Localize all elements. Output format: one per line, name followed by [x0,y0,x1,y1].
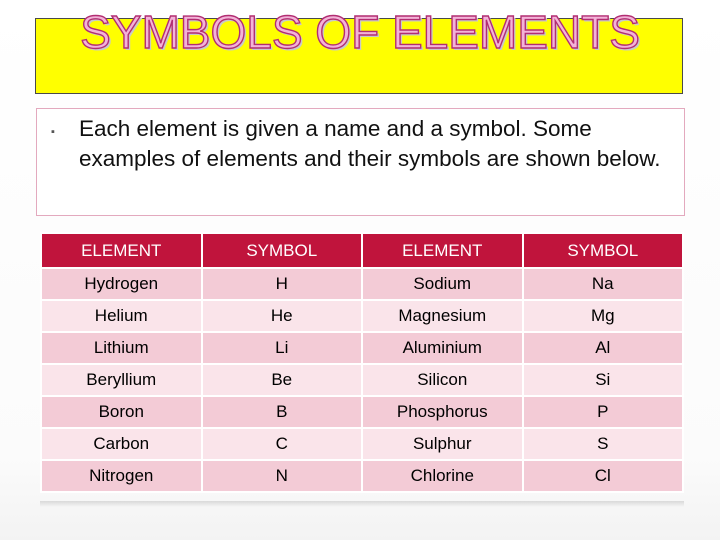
header-element-1: ELEMENT [41,233,202,268]
table-cell: Carbon [41,428,202,460]
table-row [41,268,683,300]
table-row [41,396,683,428]
table-cell: Phosphorus [362,396,523,428]
table-cell: Silicon [362,364,523,396]
table-cell: Cl [523,460,684,492]
table-row [41,364,683,396]
table-cell: Lithium [41,332,202,364]
table-cell: Chlorine [362,460,523,492]
body-text-box [36,108,685,216]
table-cell: Si [523,364,684,396]
table-cell: S [523,428,684,460]
table-cell: C [202,428,363,460]
header-symbol-2: SYMBOL [523,233,684,268]
table-cell: H [202,268,363,300]
table-shadow [40,501,684,507]
table-row [41,428,683,460]
table-row [41,460,683,492]
table-cell: He [202,300,363,332]
table-row [41,300,683,332]
table-cell: Na [523,268,684,300]
table-cell: Sodium [362,268,523,300]
table-cell: Be [202,364,363,396]
body-paragraph: Each element is given a name and a symbol. Some examples of elements and their symbols are shown below. [79,116,661,171]
bullet-icon: ▪ [51,126,55,138]
table-cell: Beryllium [41,364,202,396]
elements-table [40,232,684,493]
table-cell: Al [523,332,684,364]
table-cell: Aluminium [362,332,523,364]
header-symbol-1: SYMBOL [202,233,363,268]
table-cell: Helium [41,300,202,332]
table-cell: Hydrogen [41,268,202,300]
header-element-2: ELEMENT [362,233,523,268]
table-cell: Boron [41,396,202,428]
table-cell: B [202,396,363,428]
table-cell: Li [202,332,363,364]
table-header-row [41,233,683,268]
table-cell: Sulphur [362,428,523,460]
table-cell: Magnesium [362,300,523,332]
table-cell: N [202,460,363,492]
table-cell: Mg [523,300,684,332]
table-row [41,332,683,364]
table-cell: P [523,396,684,428]
table-cell: Nitrogen [41,460,202,492]
slide-title: SYMBOLS OF ELEMENTS [80,6,640,58]
